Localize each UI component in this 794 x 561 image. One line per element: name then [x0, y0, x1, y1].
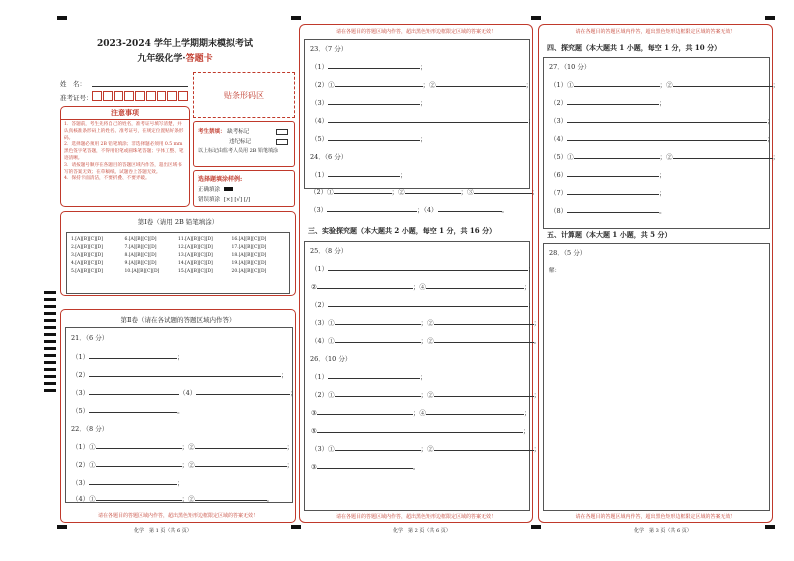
- page-footer: 化学 第 3 页（共 6 页）: [634, 528, 692, 534]
- section-3-heading: 三、实验探究题（本大题共 2 小题，每空 1 分，共 16 分）: [308, 226, 497, 235]
- boundary-notice: 请在各题目的答题区域内作答，超出黑色矩形边框限定区域的答案无效！: [335, 29, 496, 35]
- q21-line-5[interactable]: （5） 。: [72, 407, 184, 415]
- exam-id-label: 准考证号：: [60, 94, 93, 102]
- part2-box: [60, 309, 296, 523]
- note-item: 4．保持卡面清洁，不要折叠、不要弄破。: [64, 176, 150, 182]
- q24-line-3[interactable]: （3） ；（4） 。: [310, 206, 509, 214]
- card-subtitle: 九年级化学·答题卡: [137, 54, 213, 64]
- q22-line-1[interactable]: （1）① ；② ；: [72, 443, 294, 451]
- barcode-area: [193, 72, 295, 118]
- q21-heading: 21．（6 分）: [71, 334, 109, 342]
- q26-heading: 26．（10 分）: [310, 355, 352, 363]
- q21-line-3[interactable]: （3） （4） ；: [72, 389, 297, 397]
- exam-id-boxes[interactable]: [92, 91, 188, 101]
- registration-mark: [765, 16, 775, 20]
- choice-item[interactable]: 12.[A][B][C][D]: [178, 245, 213, 250]
- fill-sample-title: 选择题填涂样例:: [198, 176, 243, 183]
- q27-line-4[interactable]: （4） ；: [550, 135, 774, 143]
- answer-card-label: 答题卡: [185, 54, 213, 64]
- q25-line-2[interactable]: ② ；④ ；: [311, 283, 531, 291]
- correct-fill-sample: [224, 187, 233, 191]
- proctor-box: [193, 121, 295, 167]
- q22-line-3[interactable]: （3） ；: [72, 479, 184, 487]
- q27-line-7[interactable]: （7） ；: [550, 189, 666, 197]
- q23-line-2[interactable]: （2）① ；② ；: [311, 81, 533, 89]
- page3-column: [538, 24, 780, 523]
- q21-line-1[interactable]: （1） ；: [72, 353, 184, 361]
- choice-item[interactable]: 1.[A][B][C][D]: [71, 237, 103, 242]
- q27-line-6[interactable]: （6） ；: [550, 171, 666, 179]
- q23-heading: 23．（7 分）: [310, 45, 348, 53]
- choice-item[interactable]: 13.[A][B][C][D]: [178, 253, 213, 258]
- q28-answer-area[interactable]: [548, 276, 763, 504]
- correct-fill-label: 正确填涂: [198, 187, 221, 193]
- registration-mark: [57, 525, 67, 529]
- name-label: 姓 名：: [60, 80, 86, 88]
- wrong-fill-samples: [×] [√] [/]: [223, 197, 251, 203]
- choice-item[interactable]: 8.[A][B][C][D]: [124, 253, 157, 258]
- timing-track: [44, 291, 56, 397]
- violation-label: 违纪标记: [229, 139, 252, 145]
- q23-line-3[interactable]: （3） ；: [311, 99, 427, 107]
- q27-heading: 27．（10 分）: [549, 63, 591, 71]
- notes-box: [60, 106, 190, 207]
- page-footer: 化学 第 1 页（共 6 页）: [134, 528, 192, 534]
- q23-line-1[interactable]: （1） ；: [311, 63, 427, 71]
- q26-line-1[interactable]: （1） ；: [311, 373, 427, 381]
- notes-title: 注意事项: [61, 107, 189, 120]
- choice-item[interactable]: 14.[A][B][C][D]: [178, 261, 213, 266]
- barcode-label: 贴条形码区: [224, 90, 264, 100]
- q23-line-4[interactable]: （4） ；: [311, 117, 535, 125]
- part1-box: [60, 211, 296, 296]
- exam-title: 2023-2024 学年上学期期末模拟考试: [97, 39, 253, 49]
- choice-item[interactable]: 15.[A][B][C][D]: [178, 269, 213, 274]
- choice-item[interactable]: 9.[A][B][C][D]: [124, 261, 157, 266]
- boundary-notice: 请在各题目的答题区域内作答，超出黑色矩形边框限定区域的答案无效！: [575, 514, 736, 520]
- q26-line-2[interactable]: （2）① ；② ；: [311, 391, 541, 399]
- note-item: 3．请按题号顺序在各题目的答题区域内作答，超出区域书写的答案无效；在草稿纸、试题卷上答题无效。: [64, 162, 182, 175]
- q22-line-2[interactable]: （2）① ；② ；: [72, 461, 294, 469]
- registration-mark: [531, 16, 541, 20]
- q23-line-5[interactable]: （5） ；: [311, 135, 427, 143]
- q22-line-4[interactable]: （4）① ；② 。: [72, 495, 274, 503]
- q21-line-2[interactable]: （2） ；: [72, 371, 288, 379]
- name-field[interactable]: [92, 86, 188, 87]
- q26-line-4[interactable]: ⑤ ；: [311, 427, 530, 435]
- q28-answer-label: 解：: [549, 268, 561, 274]
- q26-line-3[interactable]: ③ ；④ ；: [311, 409, 531, 417]
- q26-line-5[interactable]: （3）① ；② ；: [311, 445, 541, 453]
- choice-item[interactable]: 3.[A][B][C][D]: [71, 253, 103, 258]
- q24-heading: 24．（6 分）: [310, 153, 348, 161]
- note-item: 2．选择题必须用 2B 铅笔填涂；非选择题必须用 0.5 mm 黑色签字笔答题，不得用铅笔或圆珠笔答题；字体工整、笔迹清晰。: [64, 142, 184, 161]
- registration-mark: [291, 525, 301, 529]
- wrong-fill-label: 错误填涂: [198, 197, 221, 203]
- choice-item[interactable]: 2.[A][B][C][D]: [71, 245, 103, 250]
- part1-title: 第Ⅰ卷（请用 2B 铅笔填涂）: [137, 218, 219, 226]
- q24-line-1[interactable]: （1） ；: [311, 171, 407, 179]
- choice-item[interactable]: 18.[A][B][C][D]: [231, 253, 267, 258]
- section-4-heading: 四、探究题（本大题共 1 小题，每空 1 分，共 10 分）: [547, 43, 722, 52]
- choice-item[interactable]: 6.[A][B][C][D]: [124, 237, 157, 242]
- page2-column: [299, 24, 541, 523]
- boundary-notice: 请在各题目的答题区域内作答，超出黑色矩形边框限定区域的答案无效！: [575, 29, 736, 35]
- absent-label: 缺考标记: [227, 129, 250, 135]
- q24-line-2[interactable]: （2）① ；② ；③ ；: [310, 188, 539, 196]
- violation-checkbox[interactable]: [276, 139, 288, 145]
- page-footer: 化学 第 2 页（共 6 页）: [393, 528, 451, 534]
- note-item: 1．答题前，考生先将自己的姓名，准考证号填写清楚，并认真核准条形码上的姓名、准考证号，在规定位置贴好条形码。: [64, 122, 184, 141]
- fill-sample-box: [193, 170, 295, 207]
- choice-item[interactable]: 17.[A][B][C][D]: [231, 245, 267, 250]
- q27-line-3[interactable]: （3） ；: [550, 117, 774, 125]
- q27-line-8[interactable]: （8） 。: [550, 207, 666, 215]
- choice-grid: [66, 232, 290, 294]
- choice-item[interactable]: 16.[A][B][C][D]: [231, 237, 267, 242]
- registration-mark: [57, 16, 67, 20]
- absent-checkbox[interactable]: [276, 129, 288, 135]
- proctor-label: 考生禁填：: [198, 129, 226, 135]
- registration-mark: [291, 16, 301, 20]
- section-5-heading: 五、计算题（本大题 1 小题，共 5 分）: [547, 230, 672, 239]
- q25-line-5[interactable]: （4）① ；② 。: [311, 337, 541, 345]
- q28-heading: 28．（5 分）: [549, 249, 587, 257]
- q25-line-1[interactable]: （1） ；: [311, 265, 535, 273]
- registration-mark: [765, 525, 775, 529]
- q25-line-3[interactable]: （2） ；: [311, 301, 535, 309]
- q27-line-2[interactable]: （2） ；: [550, 99, 666, 107]
- choice-item[interactable]: 20.[A][B][C][D]: [231, 269, 267, 274]
- q25-heading: 25．（8 分）: [310, 247, 348, 255]
- choice-item[interactable]: 4.[A][B][C][D]: [71, 261, 103, 266]
- choice-item[interactable]: 5.[A][B][C][D]: [71, 269, 103, 274]
- q26-line-6[interactable]: ③ 。: [311, 463, 420, 471]
- proctor-note: 以上标记由监考人员用 2B 铅笔填涂: [198, 148, 279, 154]
- q27-line-1[interactable]: （1）① ；② ；: [550, 81, 780, 89]
- boundary-notice: 请在各题目的答题区域内作答，超出黑色矩形边框限定区域的答案无效！: [335, 514, 496, 520]
- q27-line-5[interactable]: （5）① ；② ；: [550, 153, 780, 161]
- q25-line-4[interactable]: （3）① ；② ；: [311, 319, 541, 327]
- choice-item[interactable]: 10.[A][B][C][D]: [124, 269, 160, 274]
- boundary-notice: 请在各题目的答题区域内作答，超出黑色矩形边框限定区域的答案无效！: [97, 513, 258, 519]
- part2-title: 第Ⅱ卷（请在各试题的答题区域内作答）: [120, 316, 236, 324]
- choice-item[interactable]: 19.[A][B][C][D]: [231, 261, 267, 266]
- registration-mark: [531, 525, 541, 529]
- choice-item[interactable]: 7.[A][B][C][D]: [124, 245, 157, 250]
- choice-item[interactable]: 11.[A][B][C][D]: [178, 237, 213, 242]
- q22-heading: 22．（8 分）: [71, 425, 109, 433]
